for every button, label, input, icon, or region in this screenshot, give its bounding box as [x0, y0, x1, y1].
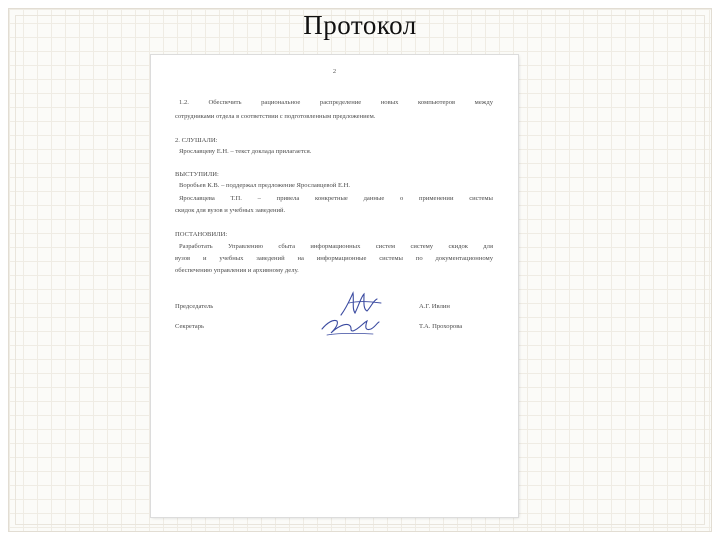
secretary-signature	[319, 313, 383, 339]
chairman-name: А.Г. Ивлин	[419, 303, 450, 310]
heard-text: Ярославцеву Е.Н. – текст доклада прилагается.	[179, 148, 312, 155]
resolved-heading: ПОСТАНОВИЛИ:	[175, 231, 228, 238]
secretary-name: Т.А. Прохорова	[419, 323, 463, 330]
resolved-line3: обеспечению управления и архивному делу.	[175, 267, 299, 274]
spoke-entry-2-line1: Ярославцева Т.П. – привела конкретные данные о применении системы	[179, 195, 493, 202]
resolved-line2: вузов и учебных заведений на информационные системы по документационному	[175, 255, 493, 262]
item-1-2-line2: сотрудниками отдела в соответствии с подготовленным предложением.	[175, 113, 376, 120]
spoke-heading: ВЫСТУПИЛИ:	[175, 171, 219, 178]
slide-title: Протокол	[303, 10, 417, 40]
scanned-document-page	[151, 55, 518, 517]
spoke-entry-2-line2: скидок для вузов и учебных заведений.	[175, 207, 286, 214]
secretary-label: Секретарь	[175, 323, 205, 330]
item-1-2-line1: 1.2. Обеспечить рациональное распределение новых компьютеров между	[179, 99, 493, 106]
page-number: 2	[332, 68, 337, 75]
spoke-entry-1: Воробьев К.В. – поддержал предложение Ярославцевой Е.Н.	[179, 182, 351, 189]
heard-heading: 2. СЛУШАЛИ:	[175, 137, 218, 144]
resolved-line1: Разработать Управлению сбыта информационных систем систему скидок для	[179, 243, 493, 250]
chairman-label: Председатель	[175, 303, 214, 310]
document-body	[151, 55, 518, 517]
